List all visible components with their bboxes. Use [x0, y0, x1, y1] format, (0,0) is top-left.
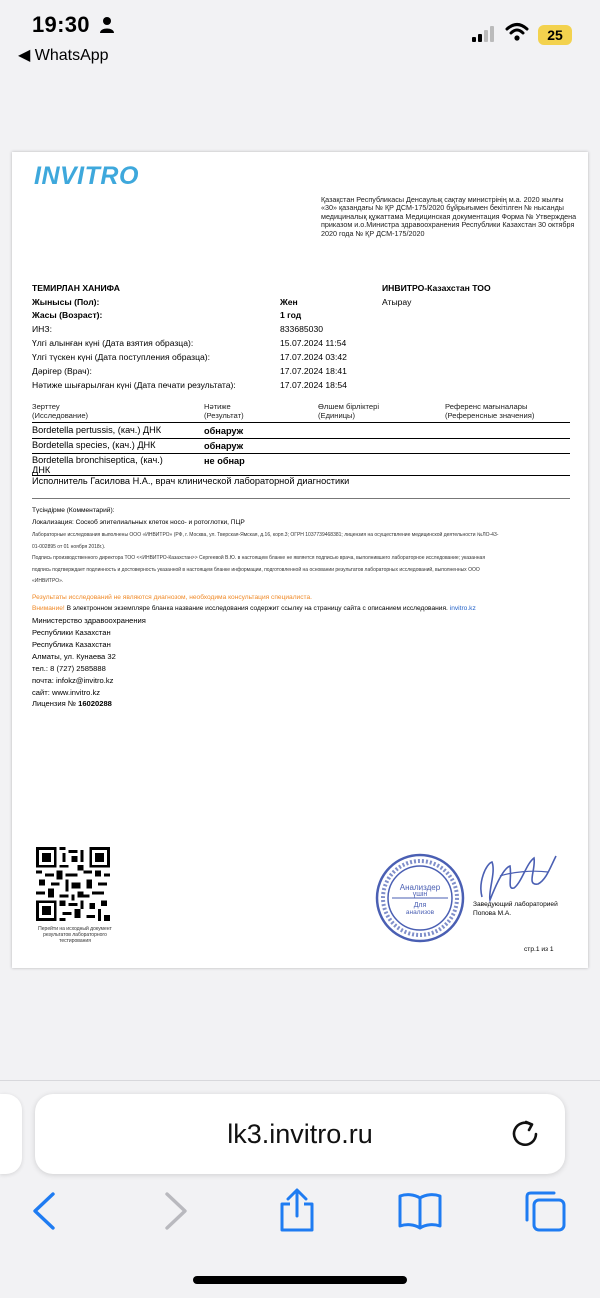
license-label: Лицензия № — [32, 699, 79, 708]
signature-info: Подпись производственного директора ТОО <<ИНВИТРО-Казахстан>> Сергеевой В.Ю. в настоящем бланке не является подписью врача, выполнившего лабораторное исследование; указанная — [32, 555, 486, 561]
sample-taken-label: Үлгі алынған күні (Дата взятия образца): — [32, 338, 194, 348]
home-indicator[interactable] — [193, 1276, 407, 1284]
printed-label: Нәтиже шығарылған күні (Дата печати результата): — [32, 380, 236, 390]
lab-info: Лабораторные исследования выполнены ООО «ИНВИТРО» (РФ, г. Москва, ул. Тверская-Ямская, д.16, корп.3; ОГРН 1037739468381; лицензия на осуществление медицинской деятельности №ЛО-43- — [32, 532, 499, 538]
sex-value: Жен — [280, 297, 298, 307]
col-study-header: Зерттеу (Исследование) — [32, 402, 89, 420]
diagnosis-warning: Результаты исследований не являются диагнозом, необходима консультация специалиста. — [32, 594, 312, 601]
printed-value: 17.07.2024 18:54 — [280, 380, 347, 390]
lab-result-document — [12, 152, 588, 968]
invitro-link[interactable]: invitro.kz — [449, 605, 476, 612]
inz-label: ИНЗ: — [32, 324, 52, 334]
url-text: lk3.invitro.ru — [227, 1119, 373, 1149]
result-row-name: Bordetella bronchiseptica, (кач.) — [32, 455, 163, 465]
comment-label: Түсіндірме (Комментарий): — [32, 507, 115, 514]
inz-value: 833685030 — [280, 324, 324, 334]
head-name: Попова М.А. — [473, 910, 512, 917]
lab-info-cont: 01-002895 от 01 ноября 2018г.). — [32, 544, 106, 550]
doctor-label: Дәрігер (Врач): — [32, 366, 92, 376]
license-number: 16020288 — [78, 699, 112, 708]
doctor-value: 17.07.2024 18:41 — [280, 366, 347, 376]
head-title: Заведующий лабораторией — [473, 901, 558, 908]
executor: Исполнитель Гасилова Н.А., врач клинической лабораторной диагностики — [32, 476, 350, 486]
table-divider — [32, 453, 570, 454]
lab-city: Атырау — [382, 297, 412, 307]
col-result-header: Нәтиже (Результат) — [204, 402, 244, 420]
address: Алматы, ул. Кунаева 32 — [32, 652, 116, 661]
ministry-line-2: Республики Казахстан — [32, 628, 111, 637]
wifi-icon — [505, 22, 529, 42]
attention-text: В электронном экземпляре бланка название исследования содержит ссылку на страницу сайта с описанием исследования. — [64, 605, 448, 612]
back-to-app-button[interactable] — [18, 45, 109, 65]
result-row-name: Bordetella pertussis, (кач.) ДНК — [32, 425, 162, 435]
previous-tab[interactable] — [0, 1094, 22, 1174]
sample-taken-value: 15.07.2024 11:54 — [280, 338, 347, 348]
battery-indicator: 25 — [538, 25, 572, 45]
sex-label: Жынысы (Пол): — [32, 297, 100, 307]
table-divider — [32, 422, 570, 423]
table-divider — [32, 438, 570, 439]
back-chevron-icon[interactable] — [23, 1188, 69, 1234]
stamp-text: Для — [413, 902, 427, 909]
cellular-signal-icon — [472, 26, 496, 42]
section-divider — [32, 498, 570, 499]
qr-note: Перейти на исходный документ результатов лабораторного тестирования — [38, 926, 112, 945]
signature-info-cont: подпись подтверждает подлинность и достоверность указанной в настоящем бланке информации, подготовленной на основании результатов лабораторных исследований, выполненных ООО — [32, 567, 480, 573]
result-row-value: не обнар — [204, 456, 245, 466]
lab-name: ИНВИТРО-Казахстан ТОО — [382, 283, 491, 293]
age-value: 1 год — [280, 310, 302, 320]
reload-icon[interactable] — [507, 1116, 543, 1152]
invitro-logo: INVITRO — [34, 162, 139, 190]
sample-received-label: Үлгі түскен күні (Дата поступления образца): — [32, 352, 211, 362]
attention-label: Внимание! — [32, 605, 65, 612]
forward-chevron-icon[interactable] — [151, 1188, 197, 1234]
ministry-line-3: Республика Казахстан — [32, 640, 111, 649]
share-icon[interactable] — [274, 1188, 320, 1234]
phone: тел.: 8 (727) 2585888 — [32, 664, 106, 673]
address-bar[interactable] — [35, 1094, 565, 1174]
bookmarks-icon[interactable] — [397, 1188, 443, 1234]
qr-code[interactable] — [36, 847, 110, 921]
regulation-note: Қазақстан Республикасы Денсаулық сақтау министрінің м.а. 2020 жылғы «30» қазандағы № ҚР ДСМ-175/2020 бұйрығымен бекітілген № нысанды медициналық құжаттама Медицинская документация Форма № Утверждена приказом и.о.Министра здравоохранения Республики Казахстан 30 октября 2020 года № ҚР ДСМ-175/2020 — [321, 195, 577, 238]
email: почта: infokz@invitro.kz — [32, 676, 114, 685]
stamp-text: үшін — [412, 891, 428, 898]
site: сайт: www.invitro.kz — [32, 688, 101, 697]
result-row-value: обнаруж — [204, 441, 244, 451]
result-row-name: Bordetella species, (кач.) ДНК — [32, 440, 156, 450]
status-bar — [0, 0, 600, 70]
back-triangle-icon: ◀ — [18, 47, 31, 64]
col-units-header: Өлшем бірліктері (Единицы) — [318, 402, 380, 420]
license — [32, 699, 112, 708]
result-row-name-cont: ДНК — [32, 465, 51, 475]
stamp-text: Анализдер — [399, 883, 441, 892]
sample-received-value: 17.07.2024 03:42 — [280, 352, 347, 362]
back-app-label: WhatsApp — [34, 47, 109, 64]
result-row-value: обнаруж — [204, 426, 244, 436]
clock: 19:30 — [32, 12, 90, 37]
localization: Локализация: Соскоб эпителиальных клеток носо- и ротоглотки, ПЦР — [32, 519, 245, 526]
col-reference-header: Референс мағыналары (Референсные значения) — [445, 402, 535, 420]
attention-line — [32, 605, 476, 612]
ministry-line-1: Министерство здравоохранения — [32, 616, 146, 625]
person-icon — [100, 16, 114, 34]
age-label: Жасы (Возраст): — [32, 310, 103, 320]
stamp-text: анализов — [405, 909, 435, 916]
signature-info-end: «ИНВИТРО». — [32, 578, 64, 584]
tabs-icon[interactable] — [522, 1188, 568, 1234]
page-number: стр.1 из 1 — [524, 946, 554, 953]
patient-name: ТЕМИРЛАН ХАНИФА — [32, 283, 120, 293]
